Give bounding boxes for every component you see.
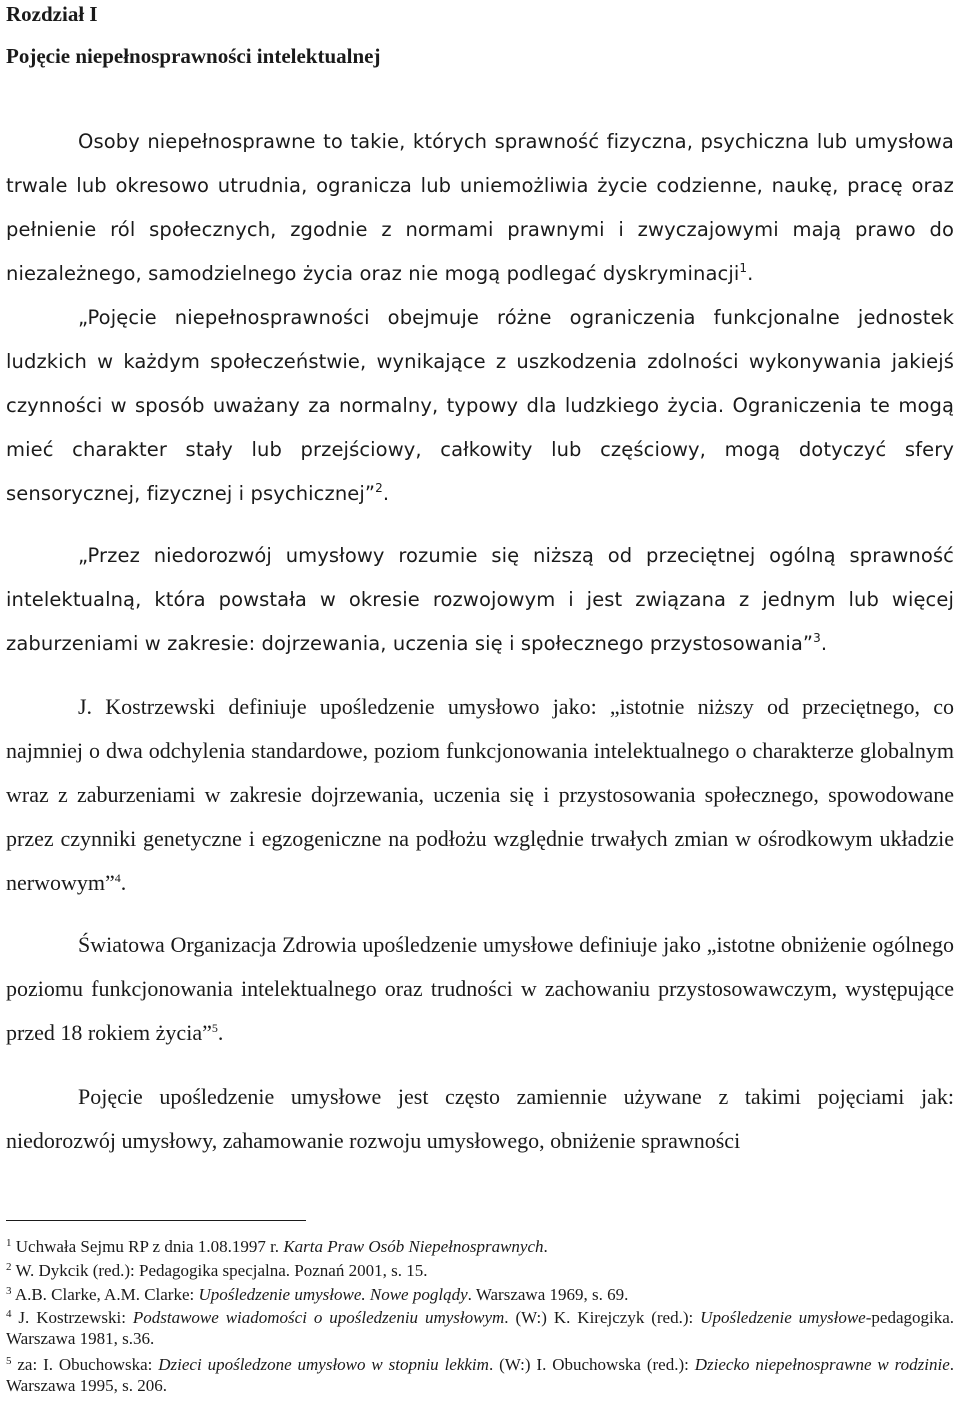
footnote-4: $^4$ J. Kostrzewski: Podstawowe wiadomości o upośledzeniu umysłowym. (W:) K. Kirejczyk (red.): Upośledzenie umysłowe-pedagogika. Warszawa 1981, s.36. [6,1308,955,1348]
footnote-ref-5: 5 [211,1021,218,1035]
footnote-ref-2: 2 [375,481,383,495]
chapter-heading: Rozdział I [6,2,98,26]
paragraph-2: „Pojęcie niepełnosprawności obejmuje różne ograniczenia funkcjonalne jednostek ludzkich w każdym społeczeństwie, wynikające z uszkodzenia zdolności wykonywania jakiejś czynności w sposób uważany za normalny, typowy dla ludzkiego życia. Ograniczenia te mogą mieć charakter stały lub przejściowy, całkowity lub częściowy, mogą dotyczyć sfery sensorycznej, fizycznej i psychicznej”$^2$. [6,306,954,505]
footnote-2: $^2$ W. Dykcik (red.): Pedagogika specjalna. Poznań 2001, s. 15. [6,1261,428,1280]
footnote-5: $^5$ za: I. Obuchowska: Dzieci upośledzone umysłowo w stopniu lekkim. (W:) I. Obuchowska (red.): Dziecko niepełnosprawne w rodzinie. Warszawa 1995, s. 206. [6,1355,954,1395]
footnote-ref-4: 4 [114,871,121,885]
paragraph-3: „Przez niedorozwój umysłowy rozumie się niższą od przeciętnej ogólną sprawność intelektualną, która powstała w okresie rozwojowym i jest związana z jednym lub więcej zaburzeniami w zakresie: dojrzewania, uczenia się i społecznego przystosowania”$^3$. [6,544,954,655]
paragraph-4: J. Kostrzewski definiuje upośledzenie umysłowo jako: „istotnie niższy od przeciętnego, co najmniej o dwa odchylenia standardowe, poziom funkcjonowania intelektualnego o charakterze globalnym wraz z zaburzeniami w zakresie dojrzewania, uczenia się i przystosowania społecznego, spowodowane przez czynniki genetyczne i egzogeniczne na podłożu względnie trwałych zmian w ośrodkowym układzie nerwowym”$^4$. [6,694,954,895]
footnote-ref-3: 3 [813,631,821,645]
footnote-ref-1: 1 [739,261,748,275]
paragraph-6: Pojęcie upośledzenie umysłowe jest często zamiennie używane z takimi pojęciami jak: niedorozwój umysłowy, zahamowanie rozwoju umysłowego, obniżenie sprawności [6,1084,954,1153]
footnote-3: $^3$ A.B. Clarke, A.M. Clarke: Upośledzenie umysłowe. Nowe poglądy. Warszawa 1969, s. 69. [6,1285,629,1304]
footnote-1: $^1$ Uchwała Sejmu RP z dnia 1.08.1997 r. Karta Praw Osób Niepełnosprawnych. [6,1237,548,1256]
paragraph-5: Światowa Organizacja Zdrowia upośledzenie umysłowe definiuje jako „istotne obniżenie ogólnego poziomu funkcjonowania intelektualnego oraz trudności w zachowaniu przystosowawczym, występujące przed 18 rokiem życia”$^5$. [6,932,954,1045]
page-title: Pojęcie niepełnosprawności intelektualnej [6,44,381,68]
paragraph-1: Osoby niepełnosprawne to takie, których sprawność fizyczna, psychiczna lub umysłowa trwale lub okresowo utrudnia, ogranicza lub uniemożliwia życie codzienne, naukę, pracę oraz pełnienie ról społecznych, zgodnie z normami prawnymi i zwyczajowymi mają prawo do niezależnego, samodzielnego życia oraz nie mogą podlegać dyskryminacji$^1$. [6,130,954,285]
footnote-separator [6,1220,306,1221]
